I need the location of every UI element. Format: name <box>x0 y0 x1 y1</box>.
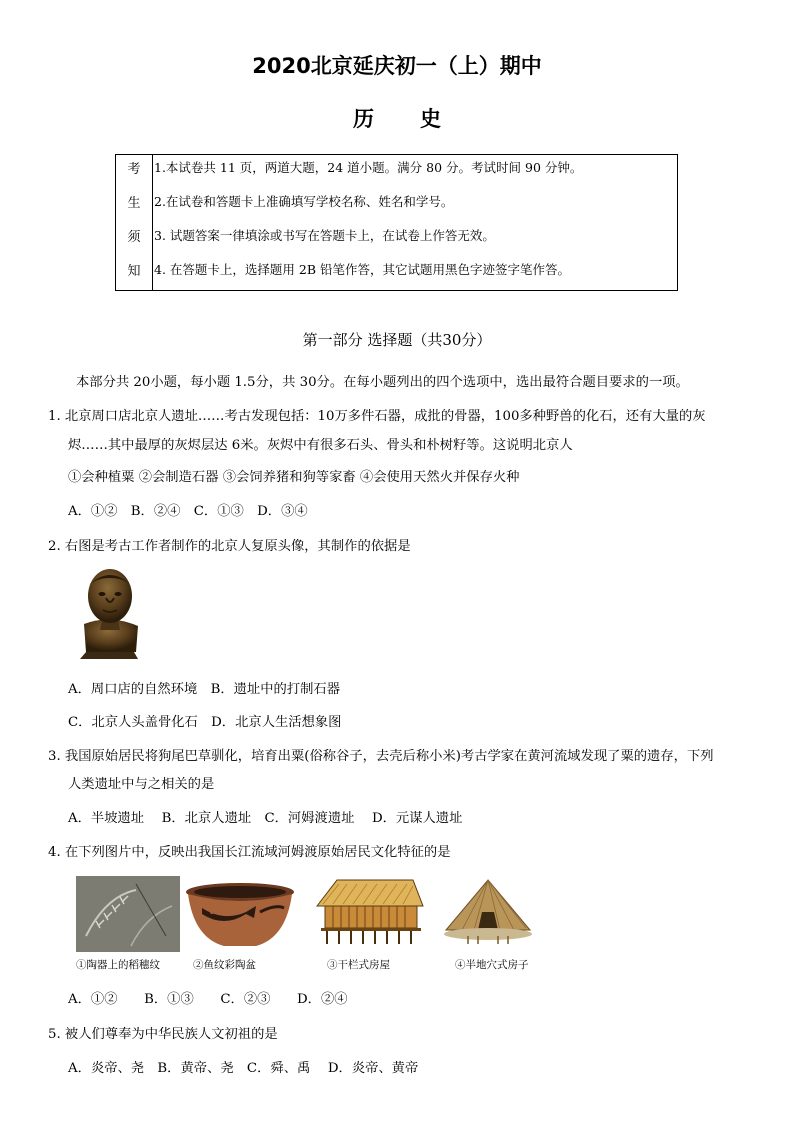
notice-heading-char: 考 <box>127 162 141 177</box>
q2-options-line1: A．周口店的自然环境 B．遗址中的打制石器 <box>68 682 341 697</box>
stilt-house-image <box>313 876 425 946</box>
semi-subterranean-house-image <box>442 876 534 946</box>
notice-heading-char: 须 <box>127 230 141 245</box>
notice-heading-char: 生 <box>127 196 141 211</box>
q2-options-line2: C．北京人头盖骨化石 D．北京人生活想象图 <box>68 715 342 730</box>
notice-heading-column <box>116 155 153 290</box>
exam-title: 2020北京延庆初一（上）期中 <box>252 54 542 78</box>
q4-caption-1: ①陶器上的稻穗纹 <box>76 959 160 971</box>
q4-caption-2: ②鱼纹彩陶盆 <box>193 959 256 971</box>
section-intro: 本部分共 20小题，每小题 1.5分，共 30分。在每小题列出的四个选项中，选出最符合题目要求的一项。 <box>76 375 689 390</box>
subject-title: 历史 <box>353 107 487 131</box>
notice-line: 1.本试卷共 11 页，两道大题，24 道小题。满分 80 分。考试时间 90 分钟。 <box>154 160 583 175</box>
notice-heading-char: 知 <box>127 264 141 279</box>
notice-line: 3. 试题答案一律填涂或书写在答题卡上，在试卷上作答无效。 <box>154 228 495 243</box>
q2-stem: 2. 右图是考古工作者制作的北京人复原头像，其制作的依据是 <box>48 539 411 554</box>
q3-stem-line1: 3. 我国原始居民将狗尾巴草驯化，培育出粟(俗称谷子，去壳后称小米)考古学家在黄河流域发现了粟的遗存，下列 <box>48 749 714 764</box>
q1-stem-line1: 1. 北京周口店北京人遗址……考古发现包括：10万多件石器，成批的骨器，100多种野兽的化石，还有大量的灰 <box>48 409 706 424</box>
q1-statements: ①会种植粟 ②会制造石器 ③会饲养猪和狗等家畜 ④会使用天然火并保存火种 <box>68 470 520 485</box>
q4-caption-4: ④半地穴式房子 <box>455 959 529 971</box>
section-title: 第一部分 选择题（共30分） <box>302 331 492 349</box>
q3-options: A．半坡遗址 B．北京人遗址 C．河姆渡遗址 D．元谋人遗址 <box>68 811 463 826</box>
fish-pattern-basin-image <box>184 882 296 950</box>
rice-pattern-pottery-image <box>76 876 180 952</box>
q4-options: A．①② B．①③ C．②③ D．②④ <box>68 992 348 1007</box>
q4-caption-3: ③干栏式房屋 <box>327 959 390 971</box>
q3-stem-line2: 人类遗址中与之相关的是 <box>68 777 215 792</box>
peking-man-bust-image <box>66 564 154 660</box>
notice-line: 2.在试卷和答题卡上准确填写学校名称、姓名和学号。 <box>154 194 454 209</box>
q4-stem: 4. 在下列图片中，反映出我国长江流域河姆渡原始居民文化特征的是 <box>48 845 451 860</box>
q5-stem: 5. 被人们尊奉为中华民族人文初祖的是 <box>48 1027 278 1042</box>
q1-stem-line2: 烬……其中最厚的灰烬层达 6米。灰烬中有很多石头、骨头和朴树籽等。这说明北京人 <box>68 438 573 453</box>
q1-options: A．①② B．②④ C．①③ D．③④ <box>68 504 308 519</box>
exam-notice-box <box>115 154 678 291</box>
q5-options: A．炎帝、尧 B．黄帝、尧 C．舜、禹 D．炎帝、黄帝 <box>68 1061 419 1076</box>
notice-line: 4. 在答题卡上，选择题用 2B 铅笔作答，其它试题用黑色字迹签字笔作答。 <box>154 262 570 277</box>
